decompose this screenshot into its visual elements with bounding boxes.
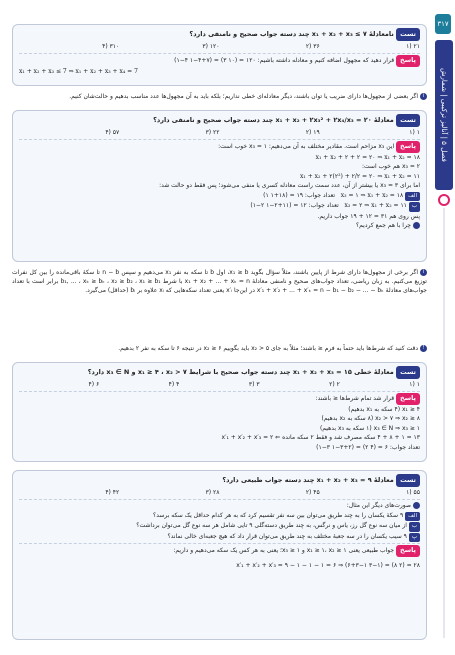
question-title: تست معادلهٔ x₁ + x₂ + x₃ = ۹ چند دسته جواب طبیعی دارد؟: [19, 474, 420, 487]
option-1: ۵۵ (۱: [406, 489, 420, 496]
answer-line: پس روی هم ۳۱ = ۱۲ + ۱۹ جواب داریم.: [317, 212, 420, 220]
answer-line: x₂ > ۷ ⇒ x₂ ≥ ۸ (۸ سکه به x₂ بدهیم): [321, 415, 420, 422]
divider: [19, 391, 420, 392]
option-5: ۶ (۴: [88, 381, 100, 388]
chapter-title: فصل ۵ | آنالیز ترکیبی | شمارش: [435, 40, 453, 190]
answer-math-line: x′₁ + x′₂ + x′₃ = ۹ − ۱ − ۱ − ۱ = ۶ ⇒ (۶+۳−۱ ۳−۱) = (۸ ۲) = ۲۸: [236, 561, 420, 569]
answer-line: ۱۳ = ۱ + ۸ + ۴ سکه مصرف شد و فقط ۲ سکه مانده ⇐ x′₁ + x′₂ + x′₃ = ۲: [221, 434, 420, 441]
question-title: تست معادلهٔ x₁ + x₂ + ۲x₃² + ۲x₄/x₃ = ۲۰ چند دسته جواب صحیح و نامنفی دارد؟: [19, 114, 420, 127]
option-2: ۱۹ (۲: [305, 129, 320, 136]
question-box-4: [12, 470, 427, 640]
divider: [19, 53, 420, 54]
option-3: ۲۸ (۳: [205, 489, 220, 496]
option-4: ۵۷ (۴: [105, 129, 120, 136]
explanation-paragraph: iاگر برخی از مجهول‌ها دارای شرط از پایین باشند، مثلاً سؤال بگوید x₁ ≥ b، اول b تا سکه به نفر x₁ می‌دهیم و سپس n − b تا سکهٔ باقی‌مانده را بین کل نفرات توزیع می‌کنیم. به زبان ریاضی، تعداد جواب‌های صحیح و نامنفی معادلهٔ x₁ + x₂ + ... + xₖ = n با شرط b₁, ... ، xₖ ≥ bₖ ، x₂ ≥ b₂ ، x₁ ≥ b₁ برابر است با تعداد جواب‌های معادلهٔ x′₁ + x′₂ + ... + x′ₖ = n − b₁ − b₂ − ... − bₖ در این‌جا x′ᵢ یعنی تعداد سکه‌هایی که xᵢ علاوه بر bᵢ (حداقل) می‌گیرد.: [12, 269, 427, 294]
variant-tag: ب: [409, 522, 420, 532]
options: [19, 42, 420, 52]
side-margin: [433, 0, 455, 655]
variant-tag: پ: [409, 533, 420, 543]
variant-c: پ ۹ سیب یکسان را در سه جعبهٔ مختلف به چند طریق می‌توان قرار داد که هیچ جعبه‌ای خالی نماند؟: [19, 532, 420, 543]
option-4: ۴ (۴: [168, 381, 180, 388]
question-box-2: [12, 110, 427, 262]
test-tag: تست: [396, 366, 420, 379]
option-3: ۳ (۳: [248, 381, 260, 388]
page-number: ۳۱۷: [435, 14, 451, 34]
answer-line: پاسخ قرار شد تمام شرط‌ها ≤ باشند:: [19, 393, 420, 405]
margin-dot-icon: [438, 194, 450, 206]
question-box-3: [12, 362, 427, 462]
answer-tag: پاسخ: [396, 141, 420, 153]
case-b-line: ب x₃ = ۲ ⇒ x₁ + x₂ = ۱۱ تعداد جواب: ۱۲ = (۱۱+۲−۱ ۲−۱): [19, 201, 420, 212]
divider: [19, 499, 420, 500]
case-a-line: الف x₃ = ۱ ⇒ x₁ + x₂ = ۱۸ تعداد جواب: ۱۹ = (۱۸+۱ ۱): [19, 191, 420, 202]
note-1: iاگر بعضی از مجهول‌ها دارای ضریب یا توان باشند، دیگر معادله‌ای خطی نداریم؛ بلکه باید به آن مجهول‌ها عدد مناسب بدهیم و حالت‌شان کنیم.: [12, 92, 427, 104]
test-tag: تست: [396, 474, 420, 487]
answer-line: پاسخ جواب طبیعی یعنی x₁ ≥ ۱، x₂ ≥ ۱ و x₃ ≥ ۱؛ یعنی به هر کس یک سکه می‌دهیم و داریم:: [19, 545, 420, 557]
question-title: تست معادلهٔ خطی x₁ + x₂ + x₃ = ۱۵ چند دسته جواب صحیح با شرایط x₁ ≥ ۴ ، x₂ > ۷ و x₃ ∈ N دارد؟: [19, 366, 420, 379]
answer-line: x₁ ≥ ۴ (۴ سکه به x₁ بدهیم): [348, 405, 420, 413]
question-box-1: [12, 24, 427, 86]
margin-line: [443, 208, 445, 638]
options: [19, 488, 420, 498]
option-3: ۱۲۰ (۳: [202, 43, 220, 50]
options: [19, 128, 420, 138]
case-b-tag: ب: [409, 202, 420, 212]
option-1: ۲۱ (۱: [406, 43, 420, 50]
test-tag: تست: [396, 28, 420, 41]
warning-icon: !: [420, 345, 427, 352]
option-4: ۴۲ (۴: [105, 489, 120, 496]
answer-line: x₃ ∈ N ⇒ x₃ ≥ ۱ (۱ سکه به x₃ بدهیم): [319, 424, 420, 432]
answer-line: پاسخ این x₃ مزاحم است. مقادیر مختلف به آن می‌دهیم: x₃ = ۱ خوب است:: [19, 141, 420, 153]
question-icon: [413, 222, 420, 229]
variant-b: ب از میان سه نوع گل رز، یاس و نرگس، به چند طریق دسته‌گلی ۹ تایی شامل هر سه نوع گل می‌توان برداشت؟: [19, 521, 420, 532]
option-4: ۳۱۰ (۴: [102, 43, 120, 50]
option-2: ۲ (۲: [329, 381, 340, 388]
variant-a: الف ۹ سکهٔ یکسان را به چند طریق می‌توان بین سه نفر تقسیم کرد که به هر کدام حداقل یک سکه برسد؟: [19, 511, 420, 522]
answer-tag: پاسخ: [396, 545, 420, 557]
note-2: !دقت کنید که شرط‌ها باید حتماً به فرم ≤ باشند؛ مثلاً به جای x₂ > ۵ باید بگوییم x₂ ≥ ۶ در نتیجه ۶ تا سکه به نفر ۲ بدهیم.: [12, 344, 427, 356]
test-tag: تست: [396, 114, 420, 127]
info-icon: [413, 502, 420, 509]
answer-line: پاسخ قرار دهید که مجهول اضافه کنیم و معادله داشته باشیم: ۱۲۰ = (۱۰ ۳) = (۷+۴−۱ ۴−۱): [19, 55, 420, 67]
divider: [19, 543, 420, 544]
answer-line: اما برای x₃ = ۳ یا بیشتر از آن، عدد سمت راست معادله کسری یا منفی می‌شود؛ پس فقط دو حالت شد:: [159, 182, 420, 189]
option-2: ۴۵ (۲: [305, 489, 320, 496]
answer-tag: پاسخ: [396, 393, 420, 405]
options: [19, 380, 420, 390]
divider: [19, 139, 420, 140]
answer-line: x₁ + x₂ + ۲ + ۲ = ۲۰ ⇒ x₁ + x₂ = ۱۸: [315, 153, 420, 161]
answer-line: تعداد جواب: ۶ = (۴ ۲) = (۲+۳−۱ ۳−۱): [316, 443, 420, 451]
answer-math-line: x₁ + x₂ + x₃ ≤ 7 ⇒ x₁ + x₂ + x₃ + x₄ = 7: [19, 67, 138, 75]
info-icon: i: [420, 269, 427, 276]
info-icon: i: [420, 93, 427, 100]
option-2: ۳۶ (۲: [305, 43, 320, 50]
answer-line: x₁ + x₂ + ۲(۲²) + ۲/۲ = ۲۰ ⇒ x₁ + x₂ = ۱۱: [300, 172, 420, 180]
question-title: تست نامعادلهٔ x₁ + x₂ + x₃ ≤ ۷ چند دسته جواب صحیح و نامنفی دارد؟: [19, 28, 420, 41]
content: [12, 10, 427, 650]
option-3: ۲۲ (۳: [205, 129, 220, 136]
case-a-tag: الف: [405, 192, 420, 202]
answer-tag: پاسخ: [396, 55, 420, 67]
variant-tag: الف: [405, 512, 420, 522]
option-1: ۱ (۱: [409, 129, 420, 136]
intro-line: صورت‌های دیگر این مثال:: [19, 501, 420, 511]
option-1: ۱ (۱: [409, 381, 420, 388]
answer-question: چرا با هم جمع کردیم؟: [19, 221, 420, 231]
answer-line: x₃ = ۲ هم خوب است:: [362, 163, 420, 170]
